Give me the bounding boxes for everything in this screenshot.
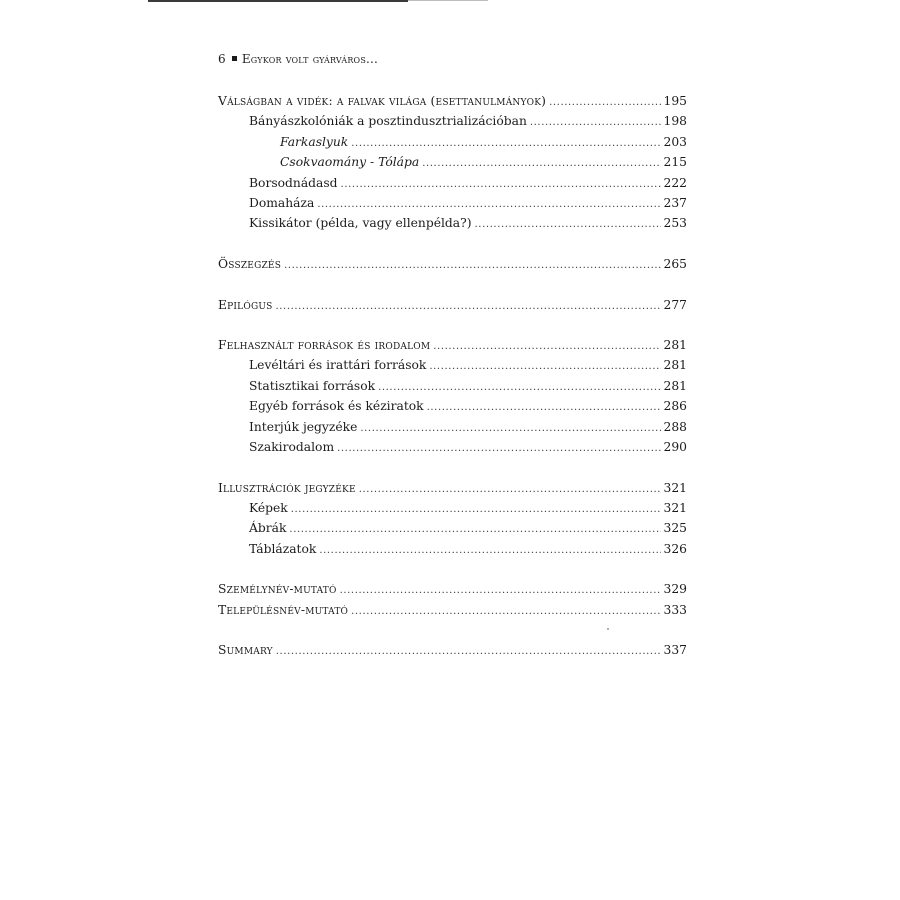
toc-entry-page: 203 [663, 134, 687, 149]
toc-entry-page: 290 [663, 440, 687, 455]
toc-entry-page: 281 [663, 338, 687, 353]
section-gap [218, 620, 687, 640]
toc-entry-page: 215 [663, 155, 687, 170]
toc-entry [218, 254, 687, 274]
dot-leader [317, 195, 660, 215]
toc-entry-page: 329 [663, 582, 687, 597]
toc-entry [218, 640, 687, 660]
toc-entry [218, 173, 687, 193]
dot-leader [340, 581, 661, 601]
table-of-contents [218, 91, 687, 661]
dot-leader [422, 154, 660, 174]
dot-leader [337, 439, 660, 459]
toc-entry [218, 417, 687, 437]
dot-leader [549, 93, 660, 113]
toc-entry-title: Farkaslyuk [280, 134, 349, 149]
toc-entry [218, 132, 687, 152]
section-gap [218, 234, 687, 254]
toc-entry [218, 355, 687, 375]
toc-entry-title: Illusztrációk jegyzéke [218, 480, 356, 495]
toc-entry-page: 237 [663, 195, 687, 210]
dot-leader [475, 215, 661, 235]
toc-entry-title: Epilógus [218, 297, 273, 312]
toc-entry-title: Válságban a vidék: a falvak világa (esettanulmányok) [218, 94, 547, 108]
toc-entry-title: Levéltári és irattári források [249, 358, 427, 373]
toc-entry-title: Summary [218, 643, 273, 658]
toc-entry [218, 335, 687, 355]
dot-leader [319, 541, 660, 561]
toc-entry [218, 539, 687, 559]
toc-entry-page: 286 [663, 399, 687, 414]
toc-entry [218, 213, 687, 233]
square-bullet-icon [232, 56, 237, 61]
dot-leader [291, 500, 661, 520]
toc-entry-page: 326 [663, 541, 687, 556]
dot-leader [289, 520, 660, 540]
dot-leader [351, 134, 660, 154]
toc-entry-page: 198 [663, 114, 687, 129]
toc-entry-title: Interjúk jegyzéke [249, 419, 358, 434]
section-gap [218, 457, 687, 477]
toc-entry-page: 253 [663, 216, 687, 231]
toc-entry [218, 478, 687, 498]
toc-entry-title: Felhasznált források és irodalom [218, 338, 431, 353]
toc-entry-page: 325 [663, 521, 687, 536]
toc-entry-page: 222 [663, 175, 687, 190]
toc-entry [218, 600, 687, 620]
toc-entry-title: Kissikátor (példa, vagy ellenpélda?) [249, 216, 472, 231]
toc-entry-title: Borsodnádasd [249, 175, 338, 190]
toc-entry-title: Csokvaomány - Tólápa [280, 155, 420, 170]
toc-entry-page: 333 [663, 602, 687, 617]
running-title: Egykor volt gyárváros... [241, 52, 379, 66]
toc-entry-page: 321 [663, 501, 687, 515]
running-header [218, 52, 378, 66]
toc-entry-title: Képek [249, 501, 288, 515]
dot-leader [359, 480, 661, 500]
top-rule [148, 0, 408, 2]
section-gap [218, 559, 687, 579]
toc-entry-page: 281 [663, 378, 687, 393]
toc-entry-title: Bányászkolóniák a posztindusztrializációban [249, 114, 527, 129]
toc-entry [218, 152, 687, 172]
toc-entry-title: Ábrák [249, 521, 287, 536]
dot-leader [360, 419, 660, 439]
toc-entry-title: Statisztikai források [249, 378, 376, 393]
toc-entry [218, 111, 687, 131]
toc-entry [218, 518, 687, 538]
toc-entry-title: Településnév-mutató [218, 602, 349, 617]
toc-entry [218, 498, 687, 518]
dot-leader [433, 337, 660, 357]
toc-entry-title: Táblázatok [249, 541, 317, 556]
toc-entry-title: Személynév-mutató [218, 582, 337, 597]
toc-entry-page: 195 [663, 94, 687, 108]
dot-leader [284, 256, 660, 276]
toc-entry-page: 321 [663, 480, 687, 495]
toc-entry [218, 396, 687, 416]
toc-entry-page: 337 [663, 643, 687, 658]
dot-leader [351, 602, 660, 622]
toc-entry [218, 376, 687, 396]
section-gap [218, 274, 687, 294]
toc-entry [218, 437, 687, 457]
toc-entry-title: Szakirodalom [249, 440, 335, 455]
toc-entry-title: Domaháza [249, 195, 315, 210]
toc-entry [218, 579, 687, 599]
toc-entry-page: 281 [663, 358, 687, 373]
dot-leader [276, 642, 661, 662]
dot-leader [378, 378, 660, 398]
toc-entry [218, 91, 687, 111]
dot-leader [427, 398, 661, 418]
toc-entry-title: Összegzés [218, 256, 282, 271]
dot-leader [429, 357, 660, 377]
toc-entry-page: 277 [663, 297, 687, 312]
dot-leader [341, 175, 661, 195]
page-number: 6 [218, 52, 226, 66]
toc-entry [218, 295, 687, 315]
toc-entry [218, 193, 687, 213]
section-gap [218, 315, 687, 335]
toc-entry-page: 288 [663, 419, 687, 434]
dot-leader [530, 113, 661, 133]
top-rule-faint [408, 0, 488, 1]
toc-entry-page: 265 [663, 256, 687, 271]
toc-entry-title: Egyéb források és kéziratok [249, 399, 424, 414]
paper-speck [607, 628, 609, 630]
dot-leader [275, 297, 660, 317]
